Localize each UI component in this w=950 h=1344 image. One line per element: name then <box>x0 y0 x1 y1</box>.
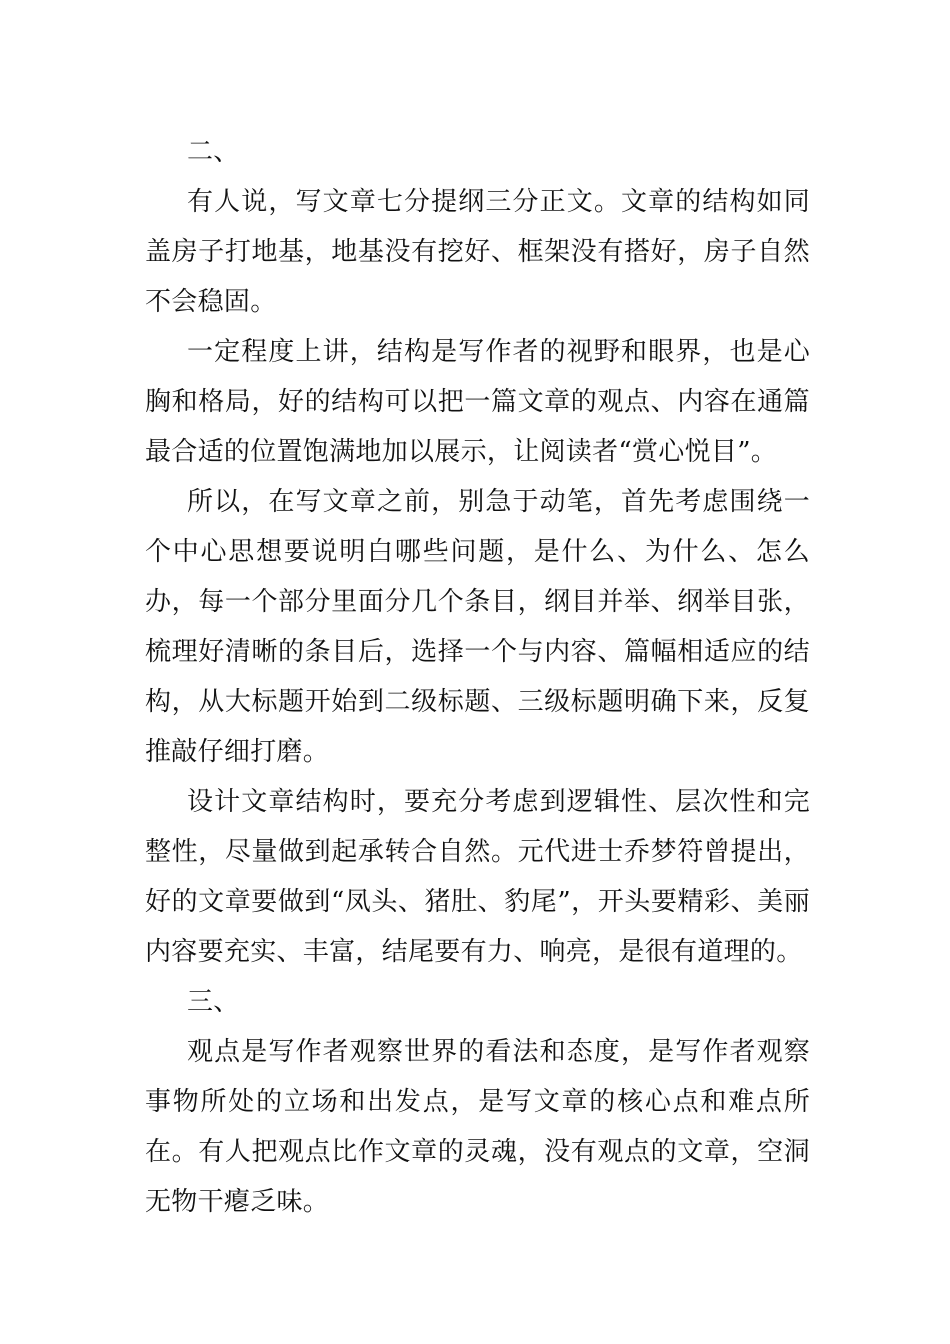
paragraph-outline-importance: 有人说，写文章七分提纲三分正文。文章的结构如同盖房子打地基，地基没有挖好、框架没有搭好，房子自然不会稳固。 <box>145 187 810 317</box>
paragraph-viewpoint: 观点是写作者观察世界的看法和态度，是写作者观察事物所处的立场和出发点，是写文章的核心点和难点所在。有人把观点比作文章的灵魂，没有观点的文章，空洞无物干瘪乏味。 <box>145 1037 810 1217</box>
paragraph-structure-vision: 一定程度上讲，结构是写作者的视野和眼界，也是心胸和格局，好的结构可以把一篇文章的观点、内容在通篇最合适的位置饱满地加以展示，让阅读者“赏心悦目”。 <box>145 337 810 467</box>
paragraph-before-writing: 所以，在写文章之前，别急于动笔，首先考虑围绕一个中心思想要说明白哪些问题，是什么、为什么、怎么办，每一个部分里面分几个条目，纲目并举、纲举目张，梳理好清晰的条目后，选择一个与内容、篇幅相适应的结构，从大标题开始到二级标题、三级标题明确下来，反复推敲仔细打磨。 <box>145 487 810 767</box>
paragraph-design-structure: 设计文章结构时，要充分考虑到逻辑性、层次性和完整性，尽量做到起承转合自然。元代进士乔梦符曾提出，好的文章要做到“凤头、猪肚、豹尾”，开头要精彩、美丽内容要充实、丰富，结尾要有力、响亮，是很有道理的。 <box>145 787 810 967</box>
document-body <box>145 127 810 1227</box>
section-heading-three: 三、 <box>187 987 240 1017</box>
section-heading-two: 二、 <box>187 137 240 167</box>
